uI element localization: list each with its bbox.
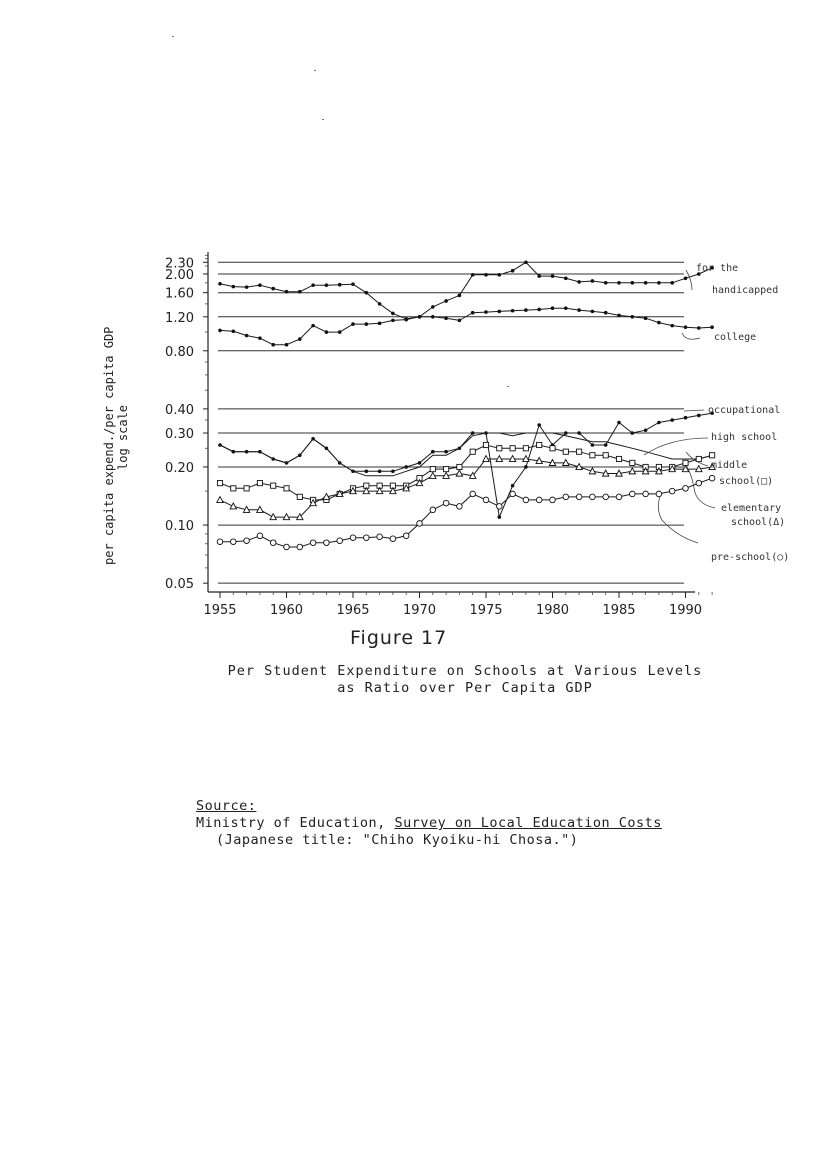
data-point-square bbox=[510, 446, 515, 451]
data-point-dot bbox=[670, 324, 674, 328]
x-tick-label: 1980 bbox=[535, 603, 570, 618]
data-point-dot bbox=[524, 465, 528, 469]
series-label-text: for the bbox=[696, 263, 739, 274]
data-point-dot bbox=[498, 273, 502, 277]
data-point-circle bbox=[603, 494, 609, 500]
data-point-circle bbox=[417, 521, 423, 527]
series-line bbox=[220, 433, 712, 476]
chart-axes bbox=[208, 252, 695, 592]
data-point-dot bbox=[564, 306, 568, 310]
chart-gridlines bbox=[218, 262, 684, 583]
y-tick-label: 2.00 bbox=[165, 267, 194, 283]
series-line bbox=[220, 445, 712, 500]
data-point-dot bbox=[311, 283, 315, 287]
data-point-dot bbox=[484, 310, 488, 314]
data-point-dot bbox=[537, 308, 541, 312]
data-point-circle bbox=[590, 494, 596, 500]
data-point-dot bbox=[471, 431, 475, 435]
data-point-dot bbox=[218, 282, 222, 286]
scan-speck bbox=[322, 119, 324, 120]
data-point-circle bbox=[337, 538, 343, 544]
data-point-dot bbox=[591, 279, 595, 283]
series-line bbox=[220, 478, 712, 547]
data-point-dot bbox=[458, 294, 462, 298]
data-point-dot bbox=[404, 465, 408, 469]
data-point-dot bbox=[498, 515, 502, 519]
data-point-dot bbox=[631, 315, 635, 319]
data-point-circle bbox=[310, 540, 316, 546]
data-point-dot bbox=[657, 321, 661, 325]
leader-line bbox=[686, 270, 692, 290]
data-point-square bbox=[271, 483, 276, 488]
data-point-dot bbox=[245, 334, 249, 338]
data-point-dot bbox=[657, 281, 661, 285]
series-label-text: handicapped bbox=[712, 285, 779, 296]
data-point-circle bbox=[364, 535, 370, 541]
data-point-circle bbox=[217, 539, 223, 545]
data-point-dot bbox=[471, 273, 475, 277]
data-point-square bbox=[457, 464, 462, 469]
data-point-square bbox=[257, 481, 262, 486]
data-point-dot bbox=[378, 469, 382, 473]
data-point-dot bbox=[471, 311, 475, 315]
data-point-triangle bbox=[217, 497, 223, 503]
data-point-dot bbox=[604, 443, 608, 447]
data-point-dot bbox=[325, 330, 329, 334]
series-dot bbox=[218, 260, 714, 320]
data-point-dot bbox=[511, 484, 515, 488]
data-point-dot bbox=[418, 461, 422, 465]
data-point-dot bbox=[338, 330, 342, 334]
series-line bbox=[220, 262, 712, 319]
data-point-dot bbox=[418, 315, 422, 319]
series-label-text: pre-school(○) bbox=[711, 552, 790, 563]
chart-series bbox=[217, 260, 716, 549]
data-point-dot bbox=[378, 302, 382, 306]
series-labels bbox=[696, 263, 789, 563]
data-point-dot bbox=[458, 319, 462, 323]
data-point-dot bbox=[391, 312, 395, 316]
data-point-dot bbox=[218, 329, 222, 333]
data-point-circle bbox=[643, 491, 649, 497]
data-point-square bbox=[284, 486, 289, 491]
series-label-leaders bbox=[644, 270, 715, 543]
data-point-dot bbox=[697, 326, 701, 330]
data-point-dot bbox=[524, 260, 528, 264]
series-label-text: school(□) bbox=[719, 476, 774, 487]
data-point-dot bbox=[564, 276, 568, 280]
data-point-dot bbox=[365, 291, 369, 295]
data-point-dot bbox=[631, 281, 635, 285]
data-point-circle bbox=[683, 486, 689, 492]
data-point-square bbox=[577, 449, 582, 454]
y-tick-label: 0.10 bbox=[165, 519, 194, 535]
data-point-dot bbox=[617, 314, 621, 318]
data-point-dot bbox=[245, 285, 249, 289]
data-point-dot bbox=[577, 280, 581, 284]
data-point-dot bbox=[444, 299, 448, 303]
data-point-dot bbox=[444, 316, 448, 320]
data-point-square bbox=[603, 453, 608, 458]
x-tick-label: 1990 bbox=[668, 603, 703, 618]
data-point-square bbox=[497, 446, 502, 451]
data-point-dot bbox=[232, 329, 236, 333]
x-tick-label: 1985 bbox=[602, 603, 636, 618]
data-point-circle bbox=[284, 544, 290, 550]
y-tick-label: 0.20 bbox=[165, 460, 194, 476]
x-tick-label: 1975 bbox=[469, 603, 503, 618]
data-point-dot bbox=[391, 319, 395, 323]
series-label-text: elementary bbox=[721, 503, 782, 514]
data-point-circle bbox=[403, 533, 409, 539]
data-point-dot bbox=[617, 421, 621, 425]
data-point-circle bbox=[257, 533, 263, 539]
data-point-circle bbox=[510, 491, 516, 497]
data-point-dot bbox=[684, 276, 688, 280]
caption-line-1: Per Student Expenditure on Schools at Various Levels bbox=[227, 663, 703, 679]
data-point-square bbox=[550, 446, 555, 451]
data-point-dot bbox=[391, 469, 395, 473]
data-point-square bbox=[430, 467, 435, 472]
data-point-circle bbox=[523, 497, 529, 503]
data-point-triangle bbox=[456, 470, 462, 476]
data-point-square bbox=[590, 453, 595, 458]
source-japanese-title: (Japanese title: "Chiho Kyoiku-hi Chosa.") bbox=[216, 832, 579, 848]
data-point-dot bbox=[670, 418, 674, 422]
data-point-square bbox=[244, 486, 249, 491]
data-point-dot bbox=[258, 336, 262, 340]
series-label-text: school(Δ) bbox=[731, 517, 786, 528]
data-point-dot bbox=[644, 316, 648, 320]
data-point-square bbox=[630, 460, 635, 465]
data-point-dot bbox=[591, 443, 595, 447]
data-point-dot bbox=[338, 283, 342, 287]
data-point-dot bbox=[431, 450, 435, 454]
data-point-dot bbox=[537, 423, 541, 427]
data-point-dot bbox=[271, 343, 275, 347]
data-point-circle bbox=[563, 494, 569, 500]
data-point-dot bbox=[604, 311, 608, 315]
data-point-dot bbox=[285, 343, 289, 347]
data-point-square bbox=[616, 456, 621, 461]
data-point-square bbox=[231, 486, 236, 491]
series-line bbox=[220, 308, 712, 345]
data-point-circle bbox=[630, 491, 636, 497]
data-point-dot bbox=[511, 309, 515, 313]
x-tick-label: 1955 bbox=[203, 603, 237, 618]
data-point-dot bbox=[657, 421, 661, 425]
data-point-dot bbox=[444, 450, 448, 454]
series-line bbox=[220, 459, 712, 517]
data-point-dot bbox=[365, 469, 369, 473]
x-tick-label: 1960 bbox=[269, 603, 304, 618]
data-point-circle bbox=[470, 491, 476, 497]
source-heading: Source: bbox=[196, 798, 257, 814]
data-point-dot bbox=[684, 325, 688, 329]
data-point-dot bbox=[431, 315, 435, 319]
data-point-dot bbox=[232, 285, 236, 289]
data-point-circle bbox=[709, 475, 715, 481]
data-point-dot bbox=[617, 281, 621, 285]
data-point-dot bbox=[298, 337, 302, 341]
series-dot bbox=[218, 306, 714, 346]
data-point-dot bbox=[431, 305, 435, 309]
scan-speck bbox=[314, 70, 316, 71]
source-survey-title: Survey on Local Education Costs bbox=[394, 815, 662, 831]
leader-line bbox=[684, 410, 704, 411]
data-point-dot bbox=[365, 322, 369, 326]
data-point-circle bbox=[324, 540, 330, 546]
data-point-dot bbox=[591, 310, 595, 314]
data-point-dot bbox=[311, 324, 315, 328]
data-point-square bbox=[683, 460, 688, 465]
data-point-square bbox=[523, 446, 528, 451]
data-point-circle bbox=[576, 494, 582, 500]
data-point-dot bbox=[351, 322, 355, 326]
y-tick-label: 1.60 bbox=[165, 286, 194, 302]
data-point-dot bbox=[524, 308, 528, 312]
caption-line-2: as Ratio over Per Capita GDP bbox=[337, 680, 593, 696]
data-point-dot bbox=[498, 310, 502, 314]
data-point-circle bbox=[696, 480, 702, 486]
data-point-dot bbox=[537, 274, 541, 278]
source-block bbox=[196, 798, 662, 849]
data-point-circle bbox=[390, 536, 396, 542]
data-point-circle bbox=[270, 540, 276, 546]
data-point-circle bbox=[350, 535, 356, 541]
data-point-dot bbox=[604, 281, 608, 285]
y-axis-label-sub: log scale bbox=[116, 404, 130, 470]
data-point-dot bbox=[564, 431, 568, 435]
data-point-circle bbox=[297, 544, 303, 550]
y-axis-ticks bbox=[165, 255, 208, 592]
data-point-square bbox=[444, 467, 449, 472]
leader-line bbox=[644, 438, 708, 455]
data-point-square bbox=[217, 481, 222, 486]
data-point-dot bbox=[684, 416, 688, 420]
data-point-circle bbox=[244, 538, 250, 544]
series-label-text: occupational bbox=[708, 405, 781, 416]
data-point-dot bbox=[511, 269, 515, 273]
data-point-dot bbox=[710, 325, 714, 329]
data-point-square bbox=[696, 456, 701, 461]
data-point-triangle bbox=[230, 503, 236, 509]
leader-line bbox=[682, 333, 700, 339]
data-point-square bbox=[537, 442, 542, 447]
data-point-dot bbox=[670, 281, 674, 285]
data-point-circle bbox=[656, 491, 662, 497]
data-point-circle bbox=[443, 500, 449, 506]
data-point-square bbox=[297, 494, 302, 499]
scan-speck bbox=[172, 36, 174, 37]
data-point-dot bbox=[551, 306, 555, 310]
scan-speck bbox=[507, 386, 509, 387]
data-point-dot bbox=[484, 273, 488, 277]
y-tick-label: 0.30 bbox=[165, 426, 194, 442]
data-point-dot bbox=[218, 443, 222, 447]
series-label-text: college bbox=[714, 332, 757, 343]
x-axis-ticks bbox=[203, 592, 712, 618]
data-point-circle bbox=[550, 497, 556, 503]
leader-line bbox=[658, 496, 698, 543]
data-point-dot bbox=[351, 282, 355, 286]
y-tick-label: 2.30 bbox=[165, 256, 194, 272]
series-none bbox=[220, 433, 712, 476]
data-point-square bbox=[563, 449, 568, 454]
data-point-dot bbox=[404, 318, 408, 322]
y-tick-label: 0.80 bbox=[165, 344, 194, 360]
figure-label: Figure 17 bbox=[350, 627, 448, 649]
data-point-dot bbox=[258, 283, 262, 287]
data-point-circle bbox=[616, 494, 622, 500]
y-tick-label: 1.20 bbox=[165, 310, 194, 326]
data-point-dot bbox=[271, 287, 275, 291]
data-point-circle bbox=[483, 497, 489, 503]
data-point-circle bbox=[497, 504, 503, 510]
data-point-circle bbox=[669, 488, 675, 494]
data-point-circle bbox=[231, 539, 237, 545]
x-tick-label: 1965 bbox=[336, 603, 370, 618]
data-point-dot bbox=[285, 290, 289, 294]
data-point-square bbox=[710, 453, 715, 458]
data-point-square bbox=[483, 442, 488, 447]
data-point-dot bbox=[644, 281, 648, 285]
data-point-circle bbox=[430, 507, 436, 513]
data-point-dot bbox=[631, 431, 635, 435]
data-point-square bbox=[470, 449, 475, 454]
data-point-dot bbox=[644, 428, 648, 432]
data-point-dot bbox=[551, 274, 555, 278]
data-point-dot bbox=[577, 431, 581, 435]
x-tick-label: 1970 bbox=[402, 603, 437, 618]
data-point-circle bbox=[457, 504, 463, 510]
data-point-circle bbox=[377, 534, 383, 540]
y-axis-label: per capita expend./per capita GDP bbox=[102, 326, 116, 565]
y-tick-label: 0.40 bbox=[165, 402, 194, 418]
data-point-dot bbox=[378, 322, 382, 326]
data-point-dot bbox=[697, 414, 701, 418]
data-point-dot bbox=[298, 290, 302, 294]
source-prefix: Ministry of Education, bbox=[196, 815, 395, 831]
series-label-text: high school bbox=[711, 432, 778, 443]
series-circle bbox=[217, 475, 715, 549]
series-label-text: middle bbox=[711, 460, 748, 471]
y-tick-label: 0.05 bbox=[165, 577, 194, 593]
data-point-circle bbox=[536, 497, 542, 503]
data-point-dot bbox=[325, 283, 329, 287]
data-point-dot bbox=[577, 308, 581, 312]
